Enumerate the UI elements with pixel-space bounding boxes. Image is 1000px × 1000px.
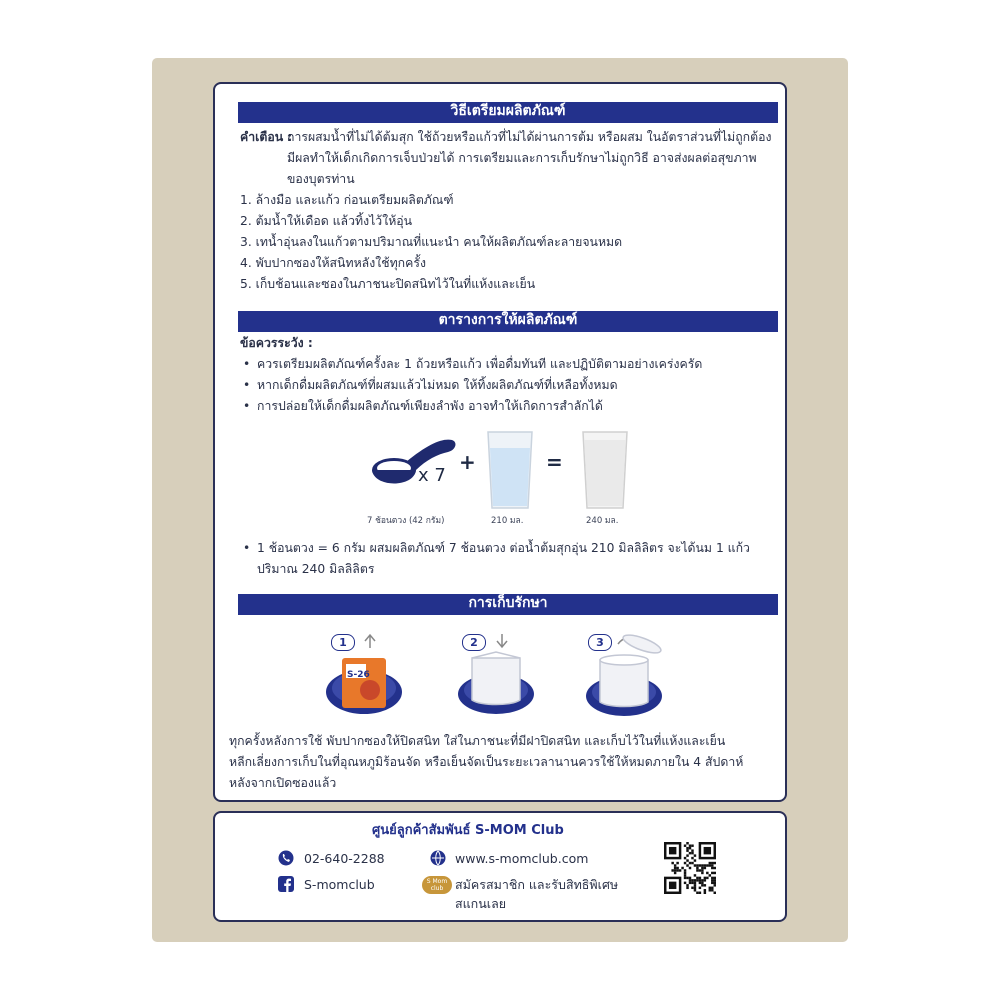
- storage-step-2-illustration: [452, 630, 542, 720]
- website-link[interactable]: www.s-momclub.com: [455, 851, 589, 866]
- prep-step-3: 3. เทน้ำอุ่นลงในแก้วตามปริมาณที่แนะนำ คนให้ผลิตภัณฑ์ละลายจนหมด: [240, 235, 623, 249]
- prep-step-5: 5. เก็บช้อนและซองในภาชนะปิดสนิทไว้ในที่แห้งและเย็น: [240, 277, 536, 291]
- dosage-note-line-1: • 1 ช้อนตวง = 6 กรัม ผสมผลิตภัณฑ์ 7 ช้อนตวง ต่อน้ำต้มสุกอุ่น 210 มิลลิลิตร จะได้นม 1 แก้ว: [257, 538, 750, 559]
- storage-text-2: หลีกเลี่ยงการเก็บในที่อุณหภูมิร้อนจัด หรือเย็นจัดเป็นระยะเวลานานควรใช้ให้หมดภายใน 4 สัปดาห์: [229, 755, 744, 769]
- storage-step-2-badge: 2: [462, 634, 486, 651]
- feeding-title: ตารางการให้ผลิตภัณฑ์: [238, 311, 778, 330]
- storage-title-rule: [238, 613, 778, 615]
- warning-line-1: การผสมน้ำที่ไม่ได้ต้มสุก ใช้ถ้วยหรือแก้วที่ไม่ได้ผ่านการต้ม หรือผสม ในอัตราส่วนที่ไม่ถูกต้อง: [287, 130, 772, 144]
- member-line-1: สมัครสมาชิก และรับสิทธิพิเศษ: [455, 877, 619, 892]
- milk-glass-icon: [581, 430, 629, 510]
- facebook-icon: [278, 876, 294, 892]
- plus-sign: +: [459, 450, 476, 474]
- qr-code-icon[interactable]: [664, 842, 716, 894]
- caution-2: • หากเด็กดื่มผลิตภัณฑ์ที่ผสมแล้วไม่หมด ให้ทิ้งผลิตภัณฑ์ที่เหลือทั้งหมด: [257, 375, 618, 396]
- water-caption: 210 มล.: [491, 516, 524, 526]
- prep-step-1: 1. ล้างมือ และแก้ว ก่อนเตรียมผลิตภัณฑ์: [240, 193, 454, 207]
- caution-3: • การปล่อยให้เด็กดื่มผลิตภัณฑ์เพียงลำพัง อาจทำให้เกิดการสำลักได้: [257, 396, 603, 417]
- prep-step-4: 4. พับปากซองให้สนิทหลังใช้ทุกครั้ง: [240, 256, 426, 270]
- scoop-multiplier: x 7: [418, 465, 446, 486]
- warning-line-3: ของบุตรท่าน: [287, 172, 355, 186]
- warning-label: คำเตือน :: [240, 130, 293, 144]
- facebook-page[interactable]: S-momclub: [304, 877, 375, 892]
- preparation-title-rule: [238, 121, 778, 123]
- globe-icon: [430, 850, 446, 866]
- phone-icon: [278, 850, 294, 866]
- storage-text-3: หลังจากเปิดซองแล้ว: [229, 776, 337, 790]
- prep-step-2: 2. ต้มน้ำให้เดือด แล้วทิ้งไว้ให้อุ่น: [240, 214, 413, 228]
- storage-title: การเก็บรักษา: [238, 594, 778, 613]
- dosage-note-line-2: ปริมาณ 240 มิลลิลิตร: [257, 562, 375, 576]
- member-line-2: สแกนเลย: [455, 896, 507, 911]
- milk-caption: 240 มล.: [586, 516, 619, 526]
- water-glass-icon: [486, 430, 534, 510]
- scoop-caption: 7 ช้อนตวง (42 กรัม): [367, 516, 445, 526]
- customer-care-title: ศูนย์ลูกค้าสัมพันธ์ S-MOM Club: [372, 823, 564, 838]
- measuring-scoop-icon: [368, 432, 460, 502]
- storage-step-1-badge: 1: [331, 634, 355, 651]
- feeding-title-rule: [238, 330, 778, 332]
- warning-line-2: มีผลทำให้เด็กเกิดการเจ็บป่วยได้ การเตรียมและการเก็บรักษาไม่ถูกวิธี อาจส่งผลต่อสุขภาพ: [287, 151, 757, 165]
- storage-text-1: ทุกครั้งหลังการใช้ พับปากซองให้ปิดสนิท ใส่ในภาชนะที่มีฝาปิดสนิท และเก็บไว้ในที่แห้งและเย็น: [229, 734, 726, 748]
- caution-1: • ควรเตรียมผลิตภัณฑ์ครั้งละ 1 ถ้วยหรือแก้ว เพื่อดื่มทันที และปฏิบัติตามอย่างเคร่งครัด: [257, 354, 702, 375]
- caution-label: ข้อควรระวัง :: [240, 336, 313, 350]
- equals-sign: =: [546, 450, 563, 474]
- storage-step-3-illustration: [580, 630, 670, 720]
- phone-number[interactable]: 02-640-2288: [304, 851, 385, 866]
- smom-badge-icon: S Mom club: [422, 876, 452, 894]
- preparation-title: วิธีเตรียมผลิตภัณฑ์: [238, 102, 778, 121]
- storage-step-3-badge: 3: [588, 634, 612, 651]
- pack-label: S-26: [347, 670, 370, 680]
